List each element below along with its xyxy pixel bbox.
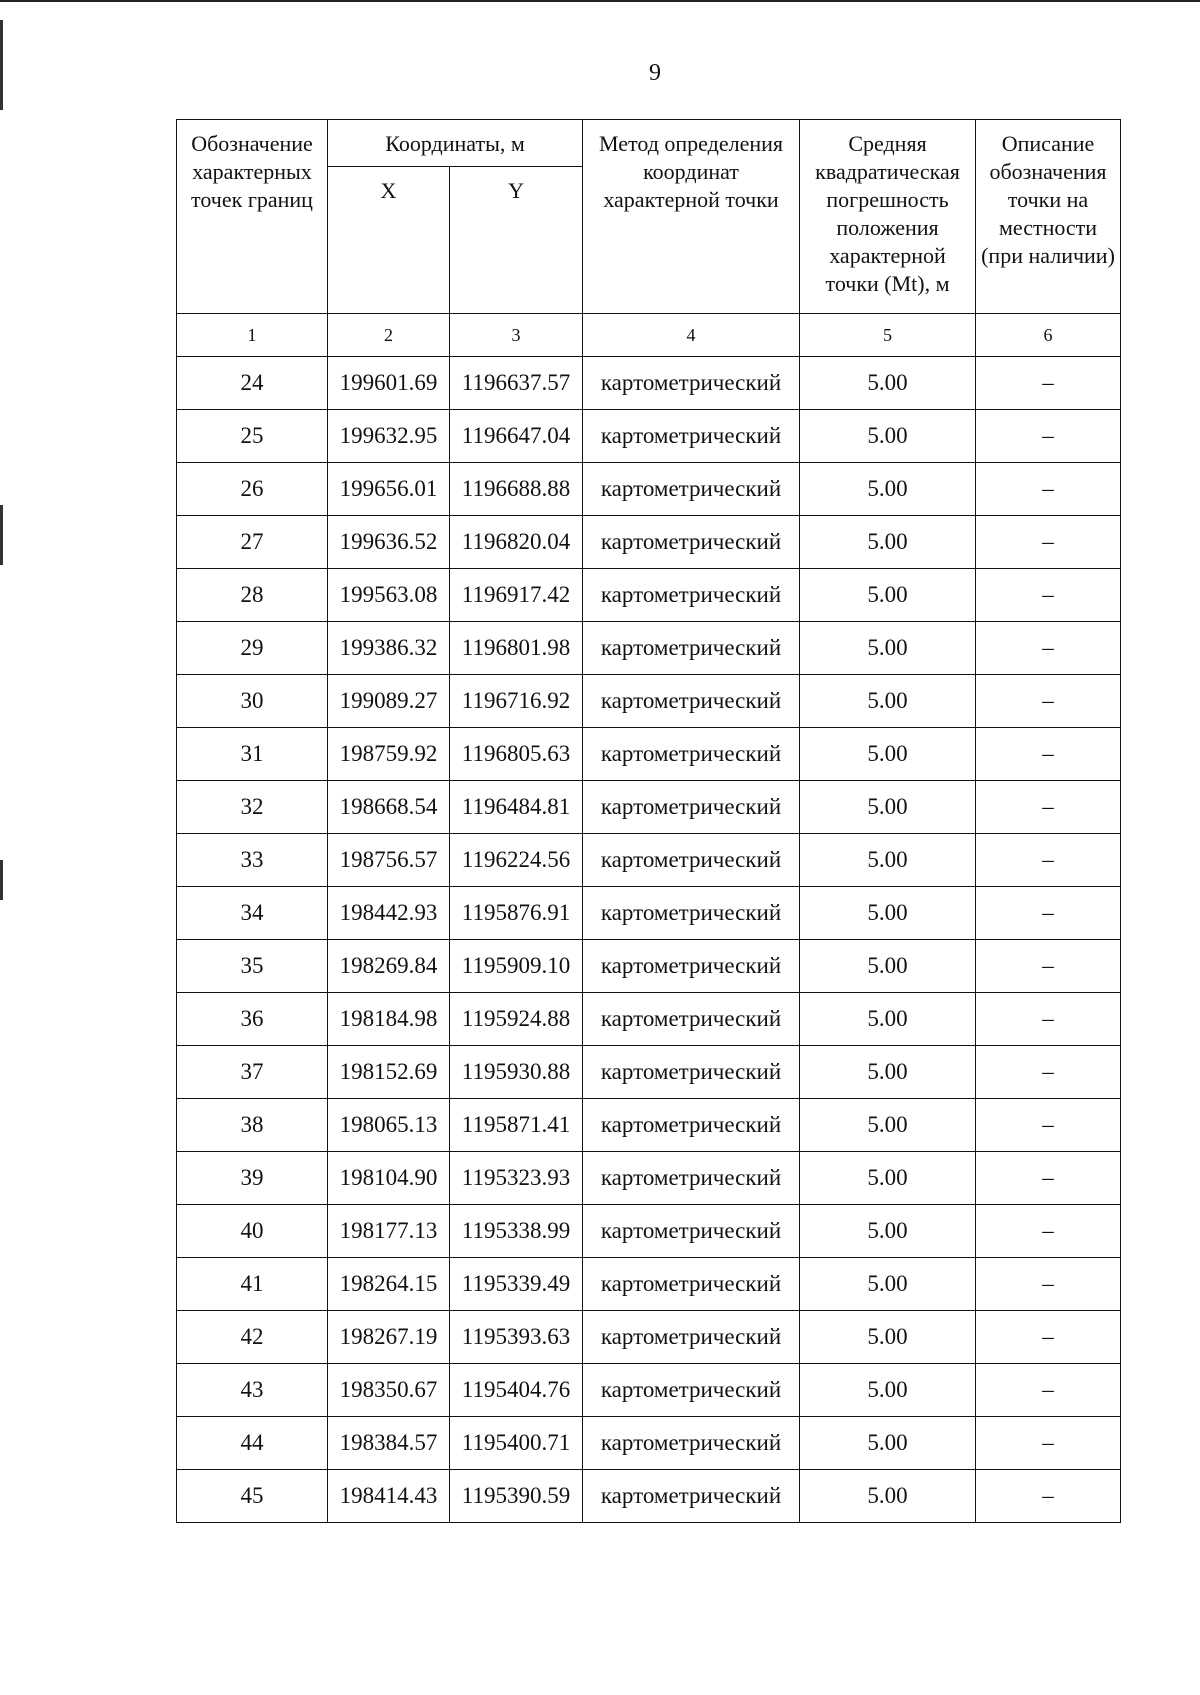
x-coordinate-cell: 199636.52 — [328, 516, 450, 569]
point-id-cell: 38 — [177, 1099, 328, 1152]
error-cell: 5.00 — [800, 463, 976, 516]
x-coordinate-cell: 198384.57 — [328, 1417, 450, 1470]
point-id-cell: 29 — [177, 622, 328, 675]
header-point: Обозначение характерных точек границ — [177, 120, 328, 314]
y-coordinate-cell: 1195924.88 — [450, 993, 583, 1046]
error-cell: 5.00 — [800, 993, 976, 1046]
error-cell: 5.00 — [800, 834, 976, 887]
y-coordinate-cell: 1196484.81 — [450, 781, 583, 834]
description-cell: – — [976, 675, 1121, 728]
x-coordinate-cell: 198264.15 — [328, 1258, 450, 1311]
method-cell: картометрический — [583, 940, 800, 993]
point-id-cell: 34 — [177, 887, 328, 940]
table-row — [177, 516, 1121, 569]
description-cell: – — [976, 887, 1121, 940]
point-id-cell: 28 — [177, 569, 328, 622]
method-cell: картометрический — [583, 675, 800, 728]
description-cell: – — [976, 1258, 1121, 1311]
y-coordinate-cell: 1195404.76 — [450, 1364, 583, 1417]
point-id-cell: 45 — [177, 1470, 328, 1523]
point-id-cell: 36 — [177, 993, 328, 1046]
y-coordinate-cell: 1195909.10 — [450, 940, 583, 993]
point-id-cell: 26 — [177, 463, 328, 516]
error-cell: 5.00 — [800, 1205, 976, 1258]
description-cell: – — [976, 1470, 1121, 1523]
column-number: 3 — [450, 314, 583, 357]
method-cell: картометрический — [583, 728, 800, 781]
table-body — [177, 357, 1121, 1523]
point-id-cell: 42 — [177, 1311, 328, 1364]
error-cell: 5.00 — [800, 410, 976, 463]
x-coordinate-cell: 198756.57 — [328, 834, 450, 887]
x-coordinate-cell: 199656.01 — [328, 463, 450, 516]
header-y: Y — [450, 167, 583, 314]
method-cell: картометрический — [583, 410, 800, 463]
column-numbers-row — [177, 314, 1121, 357]
description-cell: – — [976, 1417, 1121, 1470]
table-row — [177, 1417, 1121, 1470]
method-cell: картометрический — [583, 1417, 800, 1470]
description-cell: – — [976, 940, 1121, 993]
description-cell: – — [976, 1311, 1121, 1364]
y-coordinate-cell: 1195393.63 — [450, 1311, 583, 1364]
table-row — [177, 463, 1121, 516]
table-row — [177, 1152, 1121, 1205]
y-coordinate-cell: 1195400.71 — [450, 1417, 583, 1470]
error-cell: 5.00 — [800, 357, 976, 410]
point-id-cell: 30 — [177, 675, 328, 728]
table-row — [177, 1470, 1121, 1523]
y-coordinate-cell: 1196647.04 — [450, 410, 583, 463]
description-cell: – — [976, 1046, 1121, 1099]
method-cell: картометрический — [583, 834, 800, 887]
table-row — [177, 357, 1121, 410]
header-method: Метод определения координат характерной точки — [583, 120, 800, 314]
method-cell: картометрический — [583, 1205, 800, 1258]
header-x: X — [328, 167, 450, 314]
method-cell: картометрический — [583, 622, 800, 675]
header-error: Средняя квадратическая погрешность положения характерной точки (Mt), м — [800, 120, 976, 314]
point-id-cell: 41 — [177, 1258, 328, 1311]
point-id-cell: 44 — [177, 1417, 328, 1470]
x-coordinate-cell: 198104.90 — [328, 1152, 450, 1205]
method-cell: картометрический — [583, 887, 800, 940]
table-row — [177, 1205, 1121, 1258]
y-coordinate-cell: 1195323.93 — [450, 1152, 583, 1205]
y-coordinate-cell: 1195930.88 — [450, 1046, 583, 1099]
y-coordinate-cell: 1196637.57 — [450, 357, 583, 410]
table-row — [177, 569, 1121, 622]
table-row — [177, 410, 1121, 463]
column-number: 1 — [177, 314, 328, 357]
y-coordinate-cell: 1196820.04 — [450, 516, 583, 569]
y-coordinate-cell: 1196805.63 — [450, 728, 583, 781]
point-id-cell: 35 — [177, 940, 328, 993]
y-coordinate-cell: 1195339.49 — [450, 1258, 583, 1311]
method-cell: картометрический — [583, 1152, 800, 1205]
x-coordinate-cell: 198177.13 — [328, 1205, 450, 1258]
method-cell: картометрический — [583, 569, 800, 622]
column-number: 5 — [800, 314, 976, 357]
description-cell: – — [976, 728, 1121, 781]
method-cell: картометрический — [583, 1099, 800, 1152]
point-id-cell: 37 — [177, 1046, 328, 1099]
point-id-cell: 32 — [177, 781, 328, 834]
x-coordinate-cell: 198668.54 — [328, 781, 450, 834]
method-cell: картометрический — [583, 516, 800, 569]
error-cell: 5.00 — [800, 1046, 976, 1099]
point-id-cell: 27 — [177, 516, 328, 569]
error-cell: 5.00 — [800, 1258, 976, 1311]
y-coordinate-cell: 1195871.41 — [450, 1099, 583, 1152]
method-cell: картометрический — [583, 1311, 800, 1364]
column-number: 6 — [976, 314, 1121, 357]
table-row — [177, 728, 1121, 781]
table-row — [177, 1364, 1121, 1417]
method-cell: картометрический — [583, 993, 800, 1046]
x-coordinate-cell: 199386.32 — [328, 622, 450, 675]
point-id-cell: 24 — [177, 357, 328, 410]
x-coordinate-cell: 198759.92 — [328, 728, 450, 781]
method-cell: картометрический — [583, 1470, 800, 1523]
point-id-cell: 33 — [177, 834, 328, 887]
description-cell: – — [976, 1099, 1121, 1152]
x-coordinate-cell: 199563.08 — [328, 569, 450, 622]
point-id-cell: 43 — [177, 1364, 328, 1417]
column-number: 2 — [328, 314, 450, 357]
description-cell: – — [976, 569, 1121, 622]
coordinates-table — [176, 119, 1121, 1523]
y-coordinate-cell: 1195390.59 — [450, 1470, 583, 1523]
error-cell: 5.00 — [800, 940, 976, 993]
method-cell: картометрический — [583, 1364, 800, 1417]
x-coordinate-cell: 198152.69 — [328, 1046, 450, 1099]
error-cell: 5.00 — [800, 1311, 976, 1364]
point-id-cell: 40 — [177, 1205, 328, 1258]
error-cell: 5.00 — [800, 1470, 976, 1523]
method-cell: картометрический — [583, 1046, 800, 1099]
error-cell: 5.00 — [800, 569, 976, 622]
x-coordinate-cell: 198269.84 — [328, 940, 450, 993]
x-coordinate-cell: 199632.95 — [328, 410, 450, 463]
error-cell: 5.00 — [800, 781, 976, 834]
table-row — [177, 675, 1121, 728]
method-cell: картометрический — [583, 357, 800, 410]
error-cell: 5.00 — [800, 516, 976, 569]
table-row — [177, 622, 1121, 675]
error-cell: 5.00 — [800, 1417, 976, 1470]
scan-edge-left — [0, 505, 3, 565]
table-row — [177, 1258, 1121, 1311]
x-coordinate-cell: 199089.27 — [328, 675, 450, 728]
x-coordinate-cell: 198184.98 — [328, 993, 450, 1046]
point-id-cell: 39 — [177, 1152, 328, 1205]
y-coordinate-cell: 1196716.92 — [450, 675, 583, 728]
table-row — [177, 887, 1121, 940]
point-id-cell: 25 — [177, 410, 328, 463]
table-row — [177, 1099, 1121, 1152]
description-cell: – — [976, 1205, 1121, 1258]
x-coordinate-cell: 198065.13 — [328, 1099, 450, 1152]
description-cell: – — [976, 516, 1121, 569]
description-cell: – — [976, 622, 1121, 675]
method-cell: картометрический — [583, 781, 800, 834]
table-row — [177, 781, 1121, 834]
description-cell: – — [976, 781, 1121, 834]
y-coordinate-cell: 1195876.91 — [450, 887, 583, 940]
table-row — [177, 1311, 1121, 1364]
error-cell: 5.00 — [800, 1152, 976, 1205]
error-cell: 5.00 — [800, 1099, 976, 1152]
table-row — [177, 834, 1121, 887]
x-coordinate-cell: 199601.69 — [328, 357, 450, 410]
x-coordinate-cell: 198350.67 — [328, 1364, 450, 1417]
scan-edge-left — [0, 860, 3, 900]
x-coordinate-cell: 198442.93 — [328, 887, 450, 940]
error-cell: 5.00 — [800, 887, 976, 940]
y-coordinate-cell: 1195338.99 — [450, 1205, 583, 1258]
table-row — [177, 1046, 1121, 1099]
error-cell: 5.00 — [800, 1364, 976, 1417]
point-id-cell: 31 — [177, 728, 328, 781]
method-cell: картометрический — [583, 463, 800, 516]
description-cell: – — [976, 357, 1121, 410]
header-coords: Координаты, м — [328, 120, 583, 167]
error-cell: 5.00 — [800, 675, 976, 728]
table-row — [177, 940, 1121, 993]
x-coordinate-cell: 198267.19 — [328, 1311, 450, 1364]
scan-edge-top — [0, 0, 1200, 2]
y-coordinate-cell: 1196688.88 — [450, 463, 583, 516]
header-description: Описание обозначения точки на местности (при наличии) — [976, 120, 1121, 314]
page-number: 9 — [649, 60, 661, 86]
description-cell: – — [976, 993, 1121, 1046]
table-row — [177, 993, 1121, 1046]
error-cell: 5.00 — [800, 622, 976, 675]
description-cell: – — [976, 410, 1121, 463]
y-coordinate-cell: 1196224.56 — [450, 834, 583, 887]
x-coordinate-cell: 198414.43 — [328, 1470, 450, 1523]
error-cell: 5.00 — [800, 728, 976, 781]
description-cell: – — [976, 1152, 1121, 1205]
y-coordinate-cell: 1196917.42 — [450, 569, 583, 622]
y-coordinate-cell: 1196801.98 — [450, 622, 583, 675]
description-cell: – — [976, 463, 1121, 516]
method-cell: картометрический — [583, 1258, 800, 1311]
column-number: 4 — [583, 314, 800, 357]
description-cell: – — [976, 834, 1121, 887]
description-cell: – — [976, 1364, 1121, 1417]
